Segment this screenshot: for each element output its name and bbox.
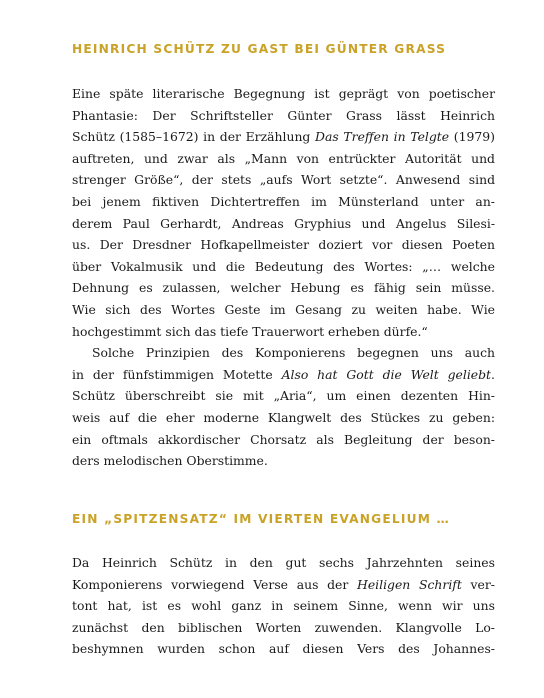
text-run: (1979): [449, 129, 495, 145]
text-line: [72, 450, 495, 472]
work-title: Heiligen Schrift: [357, 576, 462, 592]
text-line: [72, 385, 495, 407]
text-run: tont hat, ist es wohl ganz in seinem Sinne, wenn wir uns: [72, 598, 495, 614]
body-paragraph: [72, 552, 495, 660]
text-line: [72, 321, 495, 343]
text-line: [72, 191, 495, 213]
text-line: [72, 299, 495, 321]
text-run: Solche Prinzipien des Komponierens begegnen uns auch: [92, 345, 495, 361]
text-run: ver-: [461, 576, 495, 592]
text-line: [72, 126, 495, 148]
text-run: strenger Größe“, der stets „aufs Wort setzte“. Anwesend sind: [72, 172, 495, 188]
text-run: Wie sich des Wortes Geste im Gesang zu weiten habe. Wie: [72, 301, 495, 317]
text-line: [72, 617, 495, 639]
section-heading: EIN „SPITZENSATZ“ IM VIERTEN EVANGELIUM …: [72, 512, 450, 526]
text-run: derem Paul Gerhardt, Andreas Gryphius und Angelus Silesi-: [72, 215, 495, 231]
text-run: bei jenem fiktiven Dichtertreffen im Münsterland unter an-: [72, 193, 495, 209]
text-line: [72, 234, 495, 256]
text-run: us. Der Dresdner Hofkapellmeister doziert vor diesen Poeten: [72, 237, 495, 253]
text-line: [72, 342, 495, 364]
text-run: Schütz (1585–1672) in der Erzählung: [72, 129, 316, 145]
text-line: [72, 169, 495, 191]
text-line: [72, 256, 495, 278]
text-run: Phantasie: Der Schriftsteller Günter Grass lässt Heinrich: [72, 107, 495, 123]
text-run: in der fünfstimmigen Motette: [72, 366, 282, 382]
text-line: [72, 407, 495, 429]
text-run: Dehnung es zulassen, welcher Hebung es fähig sein müsse.: [72, 280, 495, 296]
text-run: Da Heinrich Schütz in den gut sechs Jahrzehnten seines: [72, 555, 495, 570]
text-run: Eine späte literarische Begegnung ist geprägt von poetischer: [72, 86, 495, 101]
text-line: [72, 595, 495, 617]
text-line: [72, 429, 495, 451]
text-line: [72, 105, 495, 127]
text-line: [72, 148, 495, 170]
text-run: hochgestimmt sich das tiefe Trauerwort erheben dürfe.“: [72, 323, 428, 339]
text-line: [72, 83, 495, 105]
text-run: ders melodischen Oberstimme.: [72, 453, 268, 469]
text-run: Schütz überschreibt sie mit „Aria“, um einen dezenten Hin-: [72, 388, 495, 404]
text-line: [72, 364, 495, 386]
text-line: [72, 277, 495, 299]
text-run: zunächst den biblischen Worten zuwenden. Klangvolle Lo-: [72, 619, 495, 635]
text-line: [72, 574, 495, 596]
text-run: weis auf die eher moderne Klangwelt des Stückes zu geben:: [72, 409, 495, 425]
text-run: auftreten, und zwar als „Mann von entrückter Autorität und: [72, 150, 495, 166]
work-title: Also hat Gott die Welt geliebt: [281, 366, 492, 382]
section-heading: HEINRICH SCHÜTZ ZU GAST BEI GÜNTER GRASS: [72, 42, 447, 56]
body-paragraph: [72, 83, 495, 472]
work-title: Das Treffen in Telgte: [315, 129, 450, 145]
text-run: über Vokalmusik und die Bedeutung des Wortes: „… welche: [72, 258, 495, 274]
text-line: [72, 213, 495, 235]
text-run: ein oftmals akkordischer Chorsatz als Begleitung der beson-: [72, 431, 495, 447]
text-run: beshymnen wurden schon auf diesen Vers des Johannes-: [72, 641, 495, 657]
text-run: Komponierens vorwiegend Verse aus der: [72, 576, 358, 592]
text-line: [72, 638, 495, 660]
text-run: .: [491, 366, 495, 382]
text-line: [72, 552, 495, 574]
